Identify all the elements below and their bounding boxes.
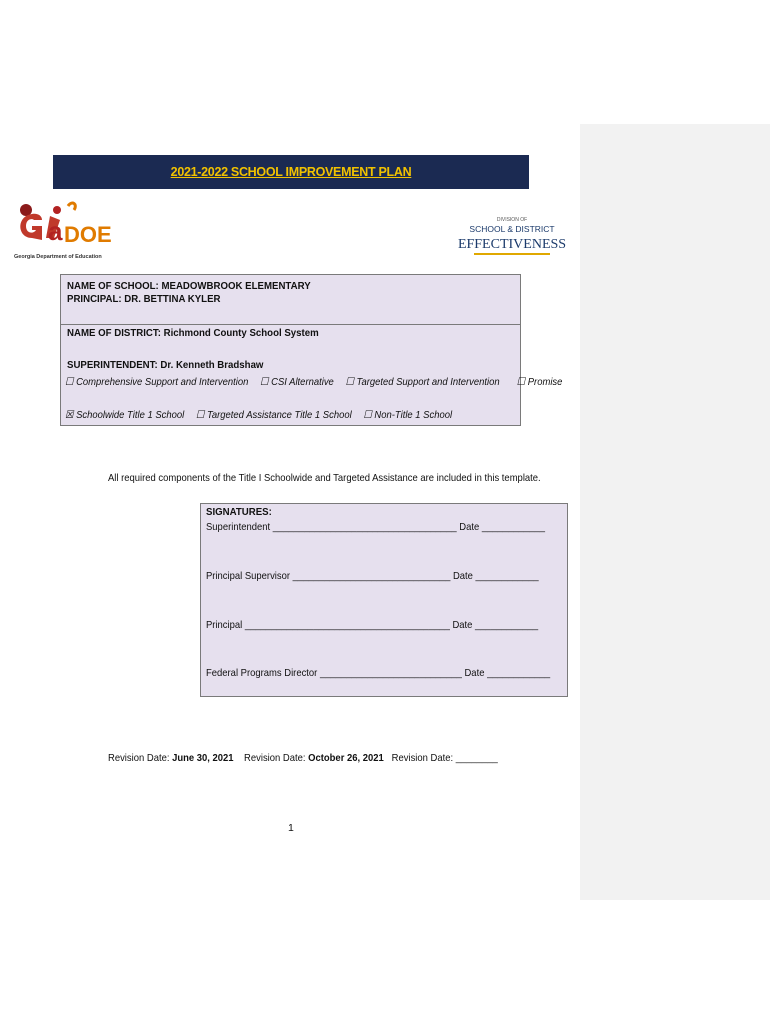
superintendent-name: SUPERINTENDENT: Dr. Kenneth Bradshaw — [67, 359, 264, 371]
plan-title: 2021-2022 SCHOOL IMPROVEMENT PLAN — [170, 165, 412, 179]
school-name: NAME OF SCHOOL: MEADOWBROOK ELEMENTARY — [67, 280, 311, 292]
svg-text:a: a — [48, 216, 63, 246]
svg-text:DOE: DOE — [64, 222, 112, 247]
sde-line2: SCHOOL & DISTRICT — [469, 224, 555, 234]
support-options — [65, 376, 571, 388]
sde-line1: DIVISION OF — [496, 217, 528, 223]
comment-pane — [580, 124, 770, 900]
signature-superintendent[interactable]: Superintendent ___________________________________ Date ____________ — [206, 521, 545, 533]
template-note: All required components of the Title I Schoolwide and Targeted Assistance are included in this template. — [108, 472, 541, 484]
info-divider — [61, 324, 520, 325]
school-info-box — [60, 274, 563, 426]
title-banner — [53, 155, 529, 189]
gadoe-caption: Georgia Department of Education — [14, 254, 102, 260]
page-number: 1 — [288, 822, 294, 834]
revision-label-1: Revision Date: — [108, 752, 170, 764]
principal-name: PRINCIPAL: DR. BETTINA KYLER — [67, 293, 221, 305]
gadoe-logo — [12, 198, 112, 262]
option-schoolwide[interactable]: ☒ Schoolwide Title 1 School — [65, 409, 185, 421]
signature-principal-supervisor[interactable]: Principal Supervisor ______________________________ Date ____________ — [206, 570, 539, 582]
signature-principal[interactable]: Principal _______________________________________ Date ____________ — [206, 619, 539, 631]
revision-date-2: October 26, 2021 — [308, 752, 384, 764]
signature-federal-programs[interactable]: Federal Programs Director ___________________________ Date ____________ — [206, 667, 551, 679]
signatures-title: SIGNATURES: — [206, 506, 272, 518]
option-targeted-assistance[interactable]: ☐ Targeted Assistance Title 1 School — [195, 409, 352, 421]
option-tsi[interactable]: ☐ Targeted Support and Intervention — [345, 376, 500, 388]
district-name: NAME OF DISTRICT: Richmond County School System — [67, 327, 319, 339]
option-csi[interactable]: ☐ Comprehensive Support and Intervention — [65, 376, 249, 388]
revision-label-2: Revision Date: — [244, 752, 306, 764]
signatures-box — [200, 503, 568, 697]
option-promise[interactable]: ☐ Promise — [516, 376, 563, 388]
sde-logo — [457, 212, 567, 260]
revision-date-1: June 30, 2021 — [172, 752, 234, 764]
revision-label-3: Revision Date: ________ — [391, 752, 498, 764]
title1-options — [65, 409, 461, 421]
sde-line3: EFFECTIVENESS — [457, 237, 567, 252]
option-csi-alternative[interactable]: ☐ CSI Alternative — [260, 376, 334, 388]
option-non-title1[interactable]: ☐ Non-Title 1 School — [363, 409, 453, 421]
revision-dates — [108, 752, 498, 764]
